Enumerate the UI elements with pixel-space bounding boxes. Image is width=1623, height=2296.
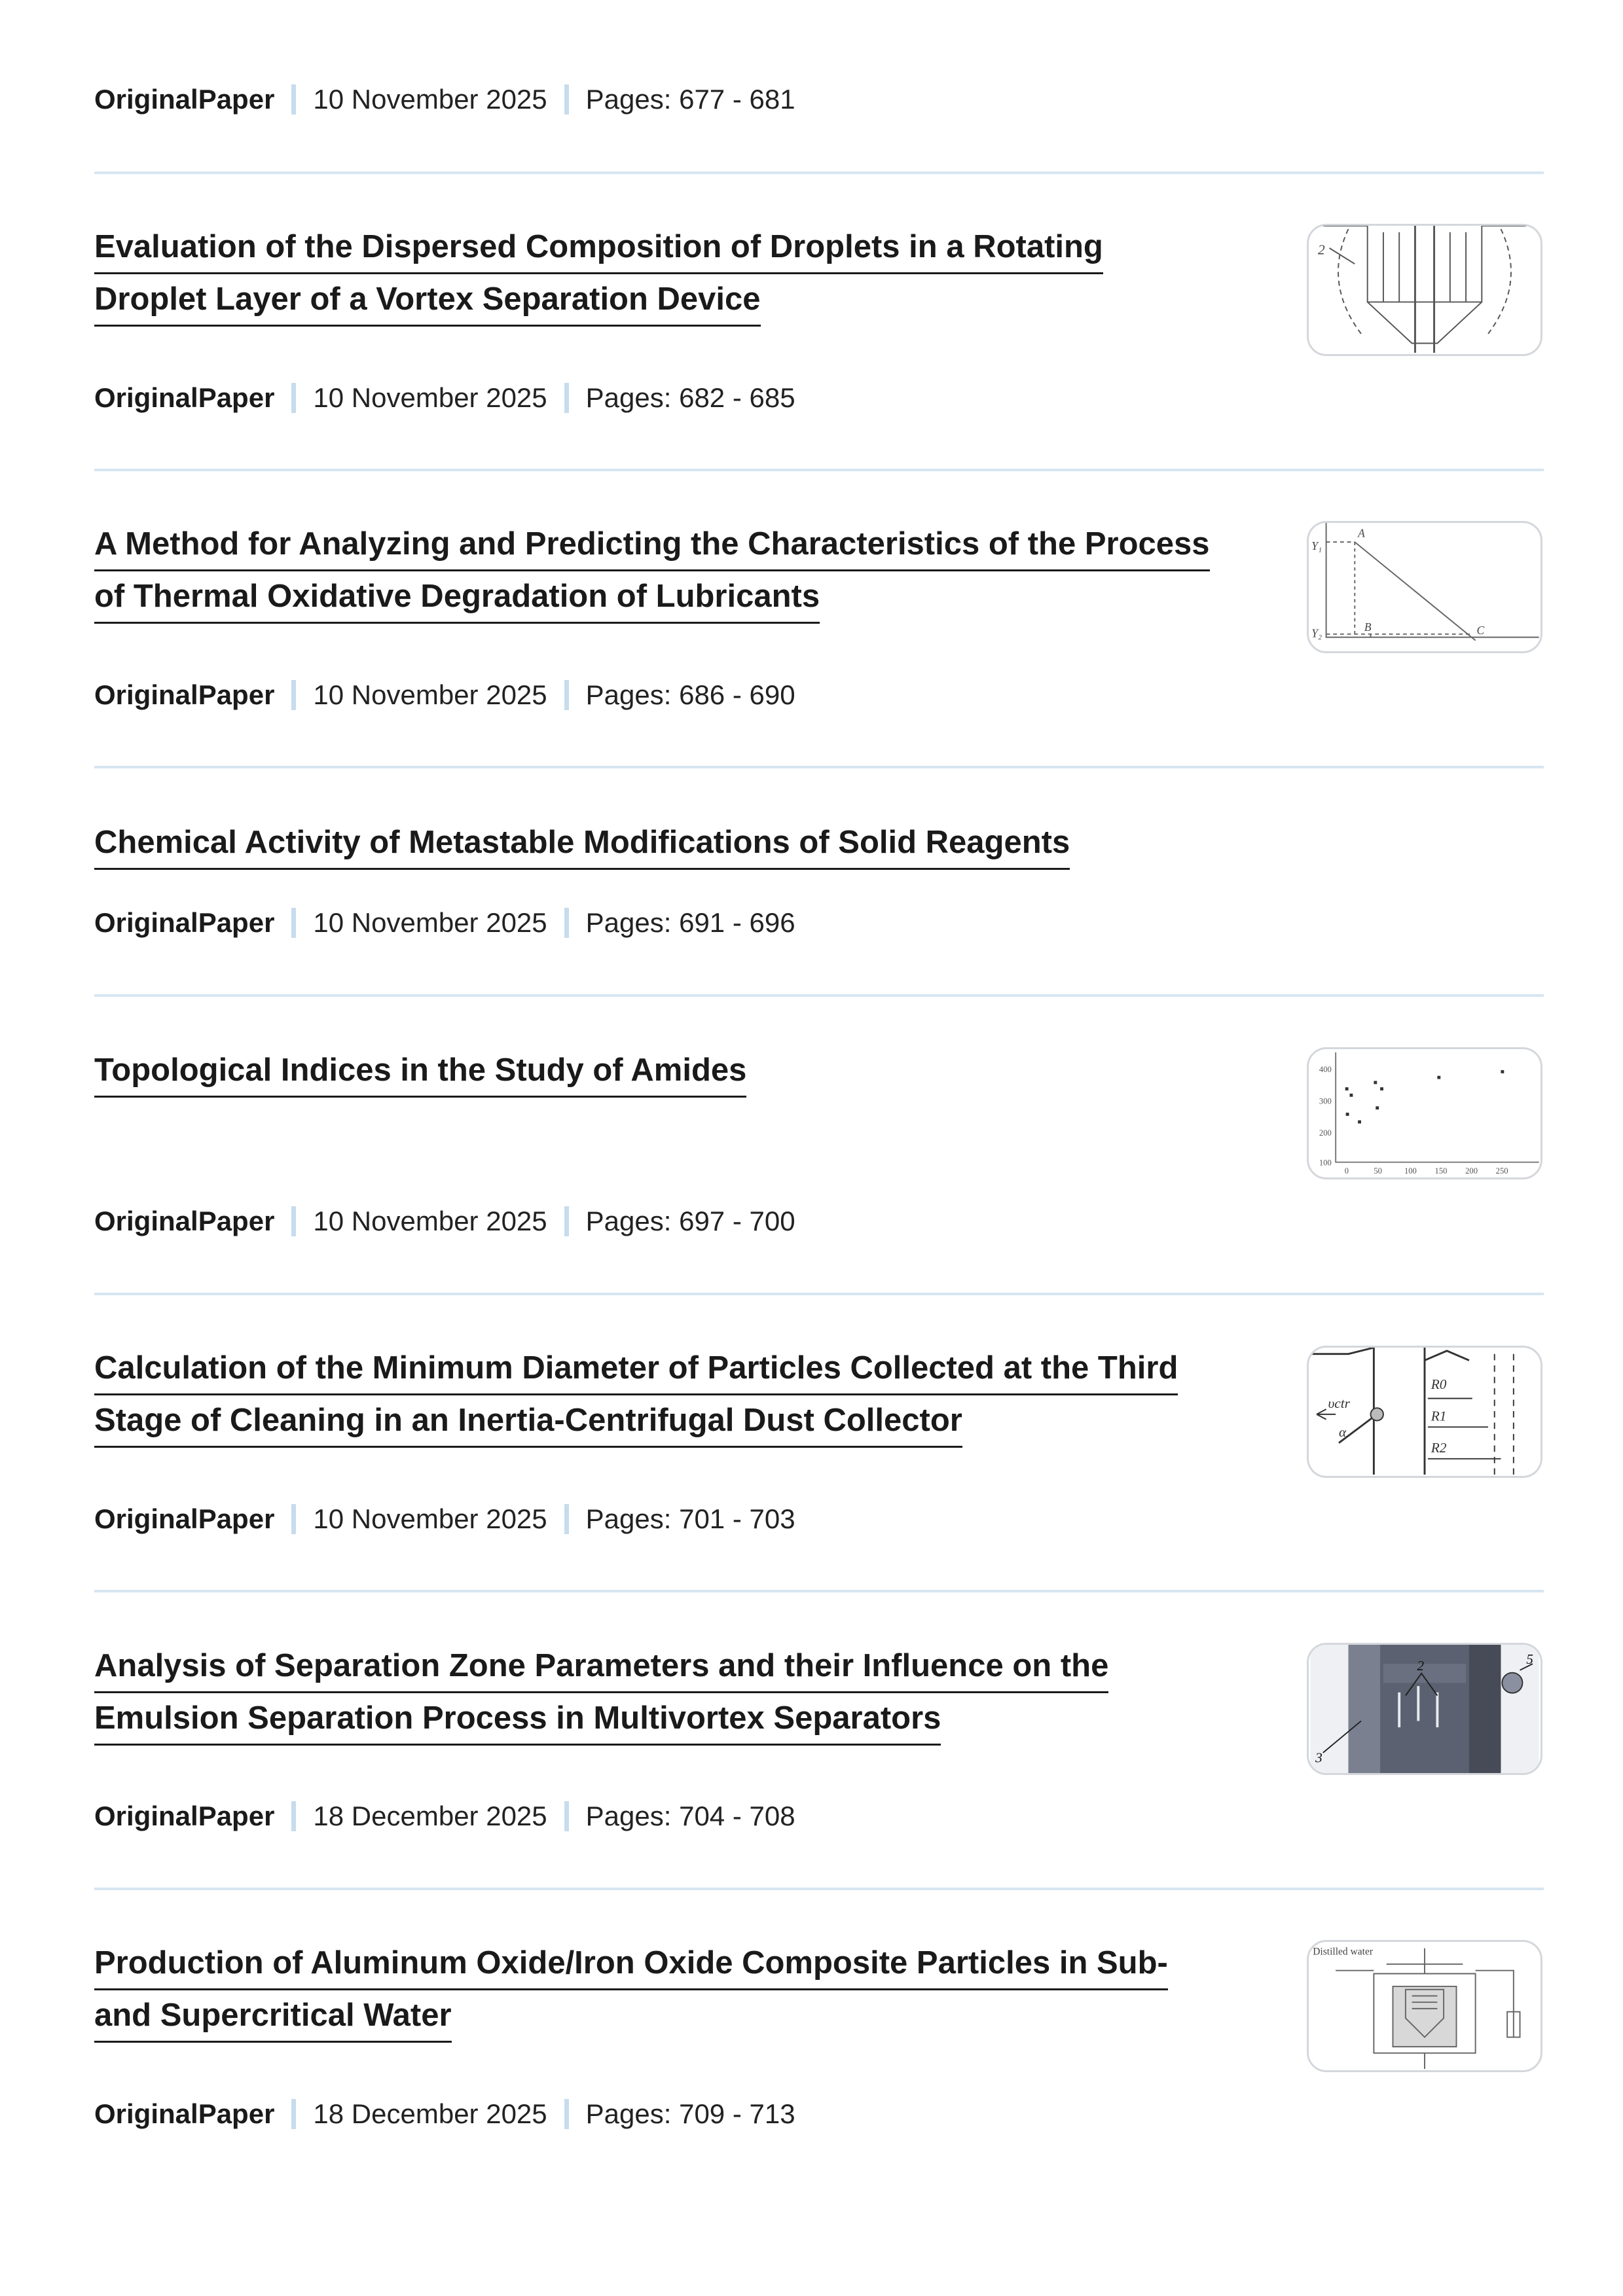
scatter-plot-figure — [1309, 1049, 1541, 1177]
meta-separator — [291, 1504, 296, 1534]
divider — [94, 469, 1544, 471]
article-thumbnail[interactable] — [1307, 1047, 1542, 1179]
figure-label: 100 — [1404, 1166, 1417, 1176]
figure-label: 250 — [1495, 1166, 1508, 1176]
page-range: Pages: 701 - 703 — [585, 1503, 795, 1534]
article-thumbnail[interactable] — [1307, 1346, 1542, 1478]
figure-label: 100 — [1319, 1158, 1332, 1168]
figure-label: 300 — [1319, 1096, 1332, 1106]
article-meta — [94, 1202, 795, 1241]
article-thumbnail[interactable] — [1307, 1940, 1542, 2072]
article-title-line[interactable]: Chemical Activity of Metastable Modifications of Solid Reagents — [94, 817, 1070, 870]
meta-separator — [291, 680, 296, 710]
article-thumbnail[interactable] — [1307, 521, 1542, 653]
article-title[interactable] — [94, 222, 1103, 327]
page-range: Pages: 682 - 685 — [585, 382, 795, 413]
article-title-line[interactable]: of Thermal Oxidative Degradation of Lubricants — [94, 571, 820, 624]
article-type: OriginalPaper — [94, 1206, 275, 1236]
page-range: Pages: 709 - 713 — [585, 2098, 795, 2129]
figure-label: C — [1476, 623, 1485, 637]
article-title-line[interactable]: Emulsion Separation Process in Multivortex Separators — [94, 1693, 941, 1746]
meta-separator — [564, 1801, 569, 1831]
page-range: Pages: 697 - 700 — [585, 1206, 795, 1236]
meta-separator — [291, 1801, 296, 1831]
article-meta — [94, 903, 795, 942]
article-title-line[interactable]: Analysis of Separation Zone Parameters and their Influence on the — [94, 1641, 1108, 1693]
figure-label: 150 — [1434, 1166, 1448, 1176]
article-type: OriginalPaper — [94, 1503, 275, 1534]
article-meta — [94, 378, 795, 418]
figure-label: R1 — [1431, 1408, 1447, 1424]
publication-date: 10 November 2025 — [313, 679, 547, 710]
figure-label: 0 — [1344, 1166, 1349, 1176]
meta-separator — [291, 383, 296, 413]
article-meta — [94, 2094, 795, 2134]
figure-label: R2 — [1431, 1440, 1447, 1456]
article-meta — [94, 1797, 795, 1836]
meta-separator — [291, 84, 296, 115]
publication-date: 18 December 2025 — [313, 1801, 547, 1831]
article-title-line[interactable]: Droplet Layer of a Vortex Separation Device — [94, 274, 761, 327]
figure-label: 200 — [1319, 1128, 1332, 1138]
figure-label: 2 — [1417, 1657, 1425, 1674]
divider — [94, 994, 1544, 997]
figure-label: 5 — [1526, 1651, 1533, 1668]
article-title-line[interactable]: Evaluation of the Dispersed Composition of Droplets in a Rotating — [94, 222, 1103, 274]
divider — [94, 1293, 1544, 1295]
page-range: Pages: 686 - 690 — [585, 679, 795, 710]
figure-label: R0 — [1431, 1376, 1447, 1393]
meta-separator — [564, 84, 569, 115]
figure-label: Y₂ — [1311, 626, 1322, 640]
divider — [94, 171, 1544, 174]
figure-label: 50 — [1374, 1166, 1382, 1176]
article-type: OriginalPaper — [94, 1801, 275, 1831]
page-range: Pages: 677 - 681 — [585, 84, 795, 115]
article-type: OriginalPaper — [94, 907, 275, 938]
figure-label: α — [1339, 1424, 1347, 1440]
meta-separator — [564, 908, 569, 938]
reactor-setup-figure — [1309, 1942, 1541, 2070]
divider — [94, 1888, 1544, 1890]
article-title[interactable] — [94, 1045, 746, 1098]
figure-label: Distilled water — [1313, 1946, 1374, 1958]
article-title-line[interactable]: and Supercritical Water — [94, 1990, 452, 2043]
figure-label: 400 — [1319, 1064, 1332, 1074]
article-thumbnail[interactable] — [1307, 224, 1542, 356]
figure-label: A — [1358, 526, 1365, 540]
meta-separator — [564, 383, 569, 413]
article-title[interactable] — [94, 1938, 1168, 2043]
divider — [94, 1590, 1544, 1592]
article-title[interactable] — [94, 1641, 1108, 1746]
article-title-line[interactable]: A Method for Analyzing and Predicting the Characteristics of the Process — [94, 519, 1210, 571]
article-meta — [94, 1499, 795, 1539]
line-graph-figure — [1309, 523, 1541, 651]
article-meta — [94, 675, 795, 715]
separator-device-figure — [1309, 226, 1541, 354]
article-title-line[interactable]: Calculation of the Minimum Diameter of Particles Collected at the Third — [94, 1343, 1178, 1395]
article-type: OriginalPaper — [94, 679, 275, 710]
figure-label: B — [1364, 620, 1372, 634]
figure-label: υctr — [1328, 1395, 1350, 1412]
publication-date: 10 November 2025 — [313, 382, 547, 413]
publication-date: 10 November 2025 — [313, 84, 547, 115]
meta-separator — [291, 2099, 296, 2129]
article-type: OriginalPaper — [94, 2098, 275, 2129]
article-title[interactable] — [94, 1343, 1178, 1448]
meta-separator — [291, 1206, 296, 1236]
page-range: Pages: 704 - 708 — [585, 1801, 795, 1831]
publication-date: 10 November 2025 — [313, 1503, 547, 1534]
meta-separator — [291, 908, 296, 938]
article-type: OriginalPaper — [94, 84, 275, 115]
article-title-line[interactable]: Production of Aluminum Oxide/Iron Oxide Composite Particles in Sub- — [94, 1938, 1168, 1990]
publication-date: 10 November 2025 — [313, 907, 547, 938]
figure-label: 3 — [1315, 1749, 1322, 1766]
article-title[interactable] — [94, 519, 1210, 624]
dust-collector-figure — [1309, 1348, 1541, 1476]
separator-model-figure — [1309, 1645, 1541, 1773]
meta-separator — [564, 1504, 569, 1534]
divider — [94, 766, 1544, 768]
article-meta — [94, 80, 795, 119]
meta-separator — [564, 2099, 569, 2129]
meta-separator — [564, 1206, 569, 1236]
article-thumbnail[interactable] — [1307, 1643, 1542, 1775]
article-title[interactable] — [94, 817, 1070, 870]
article-title-line[interactable]: Stage of Cleaning in an Inertia-Centrifugal Dust Collector — [94, 1395, 962, 1448]
article-type: OriginalPaper — [94, 382, 275, 413]
publication-date: 18 December 2025 — [313, 2098, 547, 2129]
figure-label: 2 — [1317, 242, 1325, 258]
figure-label: 200 — [1465, 1166, 1478, 1176]
article-title-line[interactable]: Topological Indices in the Study of Amides — [94, 1045, 746, 1098]
publication-date: 10 November 2025 — [313, 1206, 547, 1236]
meta-separator — [564, 680, 569, 710]
figure-label: Y₁ — [1311, 539, 1322, 552]
page-range: Pages: 691 - 696 — [585, 907, 795, 938]
